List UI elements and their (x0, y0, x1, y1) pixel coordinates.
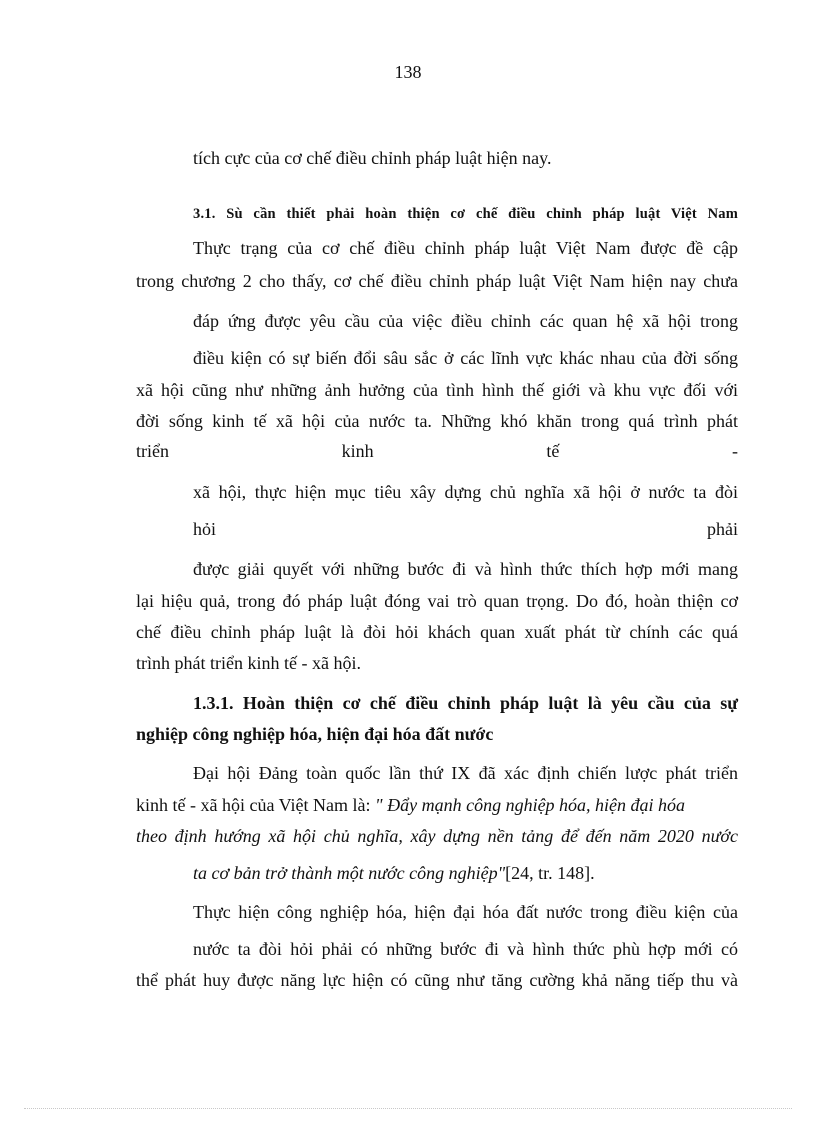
body-text-line: lại hiệu quả, trong đó pháp luật đóng vai trò quan trọng. Do đó, hoàn thiện cơ (136, 591, 738, 611)
section-heading: 3.1. Sù cần thiết phải hoàn thiện cơ chế điều chỉnh pháp luật Việt Nam (193, 206, 738, 222)
body-text-line: Thực hiện công nghiệp hóa, hiện đại hóa đất nước trong điều kiện của (193, 902, 738, 922)
word: tế (546, 441, 560, 461)
word: - (731, 441, 738, 461)
body-text-line: điều kiện có sự biến đổi sâu sắc ở các lĩnh vực khác nhau của đời sống (193, 348, 738, 368)
body-text-line: đáp ứng được yêu cầu của việc điều chỉnh các quan hệ xã hội trong (193, 311, 738, 331)
body-text-line (136, 440, 738, 462)
word: triển (136, 441, 169, 461)
body-text-line: đời sống kinh tế xã hội của nước ta. Những khó khăn trong quá trình phát (136, 411, 738, 431)
body-text-line: Đại hội Đảng toàn quốc lần thứ IX đã xác định chiến lược phát triển (193, 763, 738, 783)
word: phải (707, 519, 738, 539)
subsection-heading: nghiệp công nghiệp hóa, hiện đại hóa đất nước (136, 724, 494, 744)
word: kinh (341, 441, 374, 461)
body-text-line: được giải quyết với những bước đi và hình thức thích hợp mới mang (193, 559, 738, 579)
text-run: kinh tế - xã hội của Việt Nam là: (136, 795, 376, 815)
body-text-line (193, 862, 738, 884)
body-text-line (193, 518, 738, 540)
body-text-line: chế điều chỉnh pháp luật là đòi hỏi khách quan xuất phát từ chính các quá (136, 622, 738, 642)
quote-text: ta cơ bản trở thành một nước công nghiệp" (193, 863, 506, 883)
body-text-line: trong chương 2 cho thấy, cơ chế điều chỉnh pháp luật Việt Nam hiện nay chưa (136, 271, 738, 291)
quote-text: " Đẩy mạnh công nghiệp hóa, hiện đại hóa (375, 795, 686, 815)
body-text-line: xã hội cũng như những ảnh hưởng của tình hình thế giới và khu vực đối với (136, 380, 738, 400)
body-text-line: xã hội, thực hiện mục tiêu xây dựng chủ nghĩa xã hội ở nước ta đòi (193, 482, 738, 502)
body-text-line (136, 794, 738, 816)
citation: [24, tr. 148]. (505, 863, 595, 883)
body-text-line: Thực trạng của cơ chế điều chỉnh pháp luật Việt Nam được đề cập (193, 238, 738, 258)
subsection-heading: 1.3.1. Hoàn thiện cơ chế điều chỉnh pháp luật là yêu cầu của sự (193, 693, 738, 713)
body-text-line: nước ta đòi hỏi phải có những bước đi và hình thức phù hợp mới có (193, 939, 738, 959)
page-number: 138 (394, 62, 422, 82)
word: hỏi (193, 519, 217, 539)
body-text-line: trình phát triển kinh tế - xã hội. (136, 653, 361, 673)
quote-text: theo định hướng xã hội chủ nghĩa, xây dựng nền tảng để đến năm 2020 nước (136, 826, 738, 846)
body-text-line: tích cực của cơ chế điều chỉnh pháp luật hiện nay. (193, 148, 552, 168)
body-text-line: thể phát huy được năng lực hiện có cũng như tăng cường khả năng tiếp thu và (136, 970, 738, 990)
footer-divider (24, 1108, 792, 1109)
